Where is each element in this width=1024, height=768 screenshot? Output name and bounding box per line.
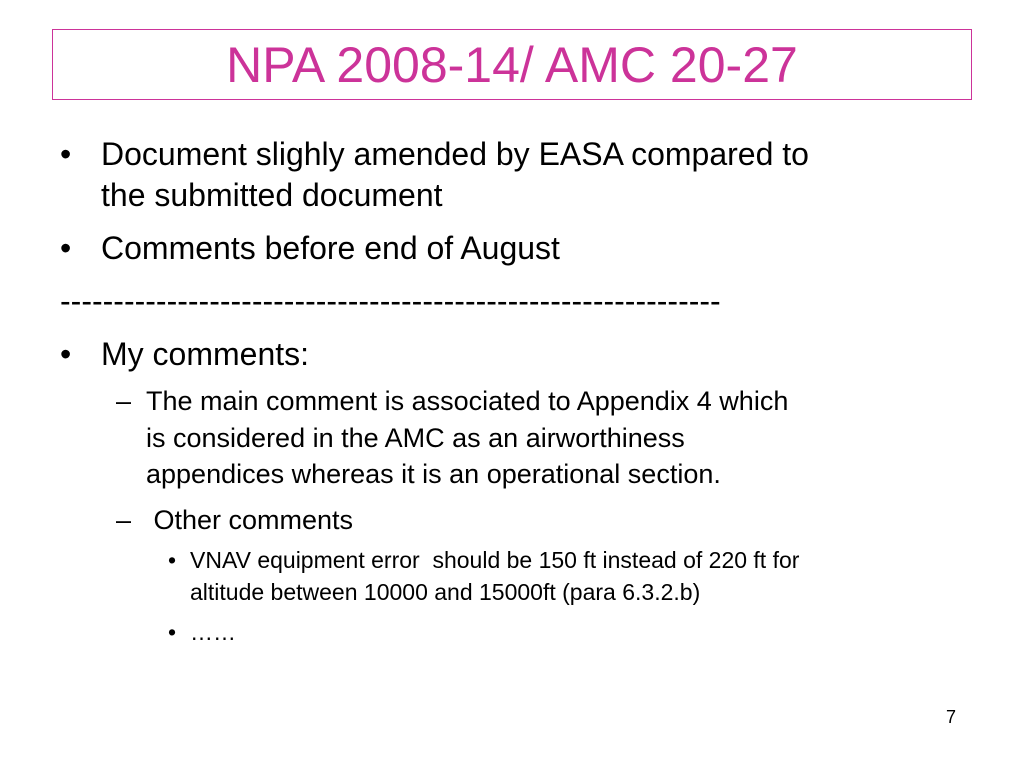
bullet-icon: • xyxy=(168,547,177,573)
sub-item-text: The main comment is associated to Appendix 4 which xyxy=(146,386,789,416)
bullet-icon: • xyxy=(60,230,72,266)
sub-sub-item-text: …… xyxy=(190,619,236,645)
bullet-text: My comments: xyxy=(101,336,310,372)
bullet-text-continued: the submitted document xyxy=(101,177,443,213)
sub-item-text-continued: is considered in the AMC as an airworthiness xyxy=(146,423,685,453)
page-number: 7 xyxy=(946,707,957,727)
slide-title: NPA 2008-14/ AMC 20-27 xyxy=(226,37,798,93)
bullet-icon: • xyxy=(60,336,72,372)
sub-item-text-continued: appendices whereas it is an operational section. xyxy=(146,459,721,489)
bullet-text: Comments before end of August xyxy=(101,230,560,266)
bullet-icon: • xyxy=(60,136,72,172)
dash-icon: – xyxy=(116,386,132,416)
bullet-icon: • xyxy=(168,619,177,645)
dashed-divider: -------------------------------------------------------------- xyxy=(60,283,721,319)
sub-sub-item-text-continued: altitude between 10000 and 15000ft (para 6.3.2.b) xyxy=(190,579,701,605)
bullet-text: Document slighly amended by EASA compared to xyxy=(101,136,809,172)
sub-item-text: Other comments xyxy=(146,505,354,535)
sub-sub-item-text: VNAV equipment error should be 150 ft instead of 220 ft for xyxy=(190,547,800,573)
dash-icon: – xyxy=(116,505,132,535)
